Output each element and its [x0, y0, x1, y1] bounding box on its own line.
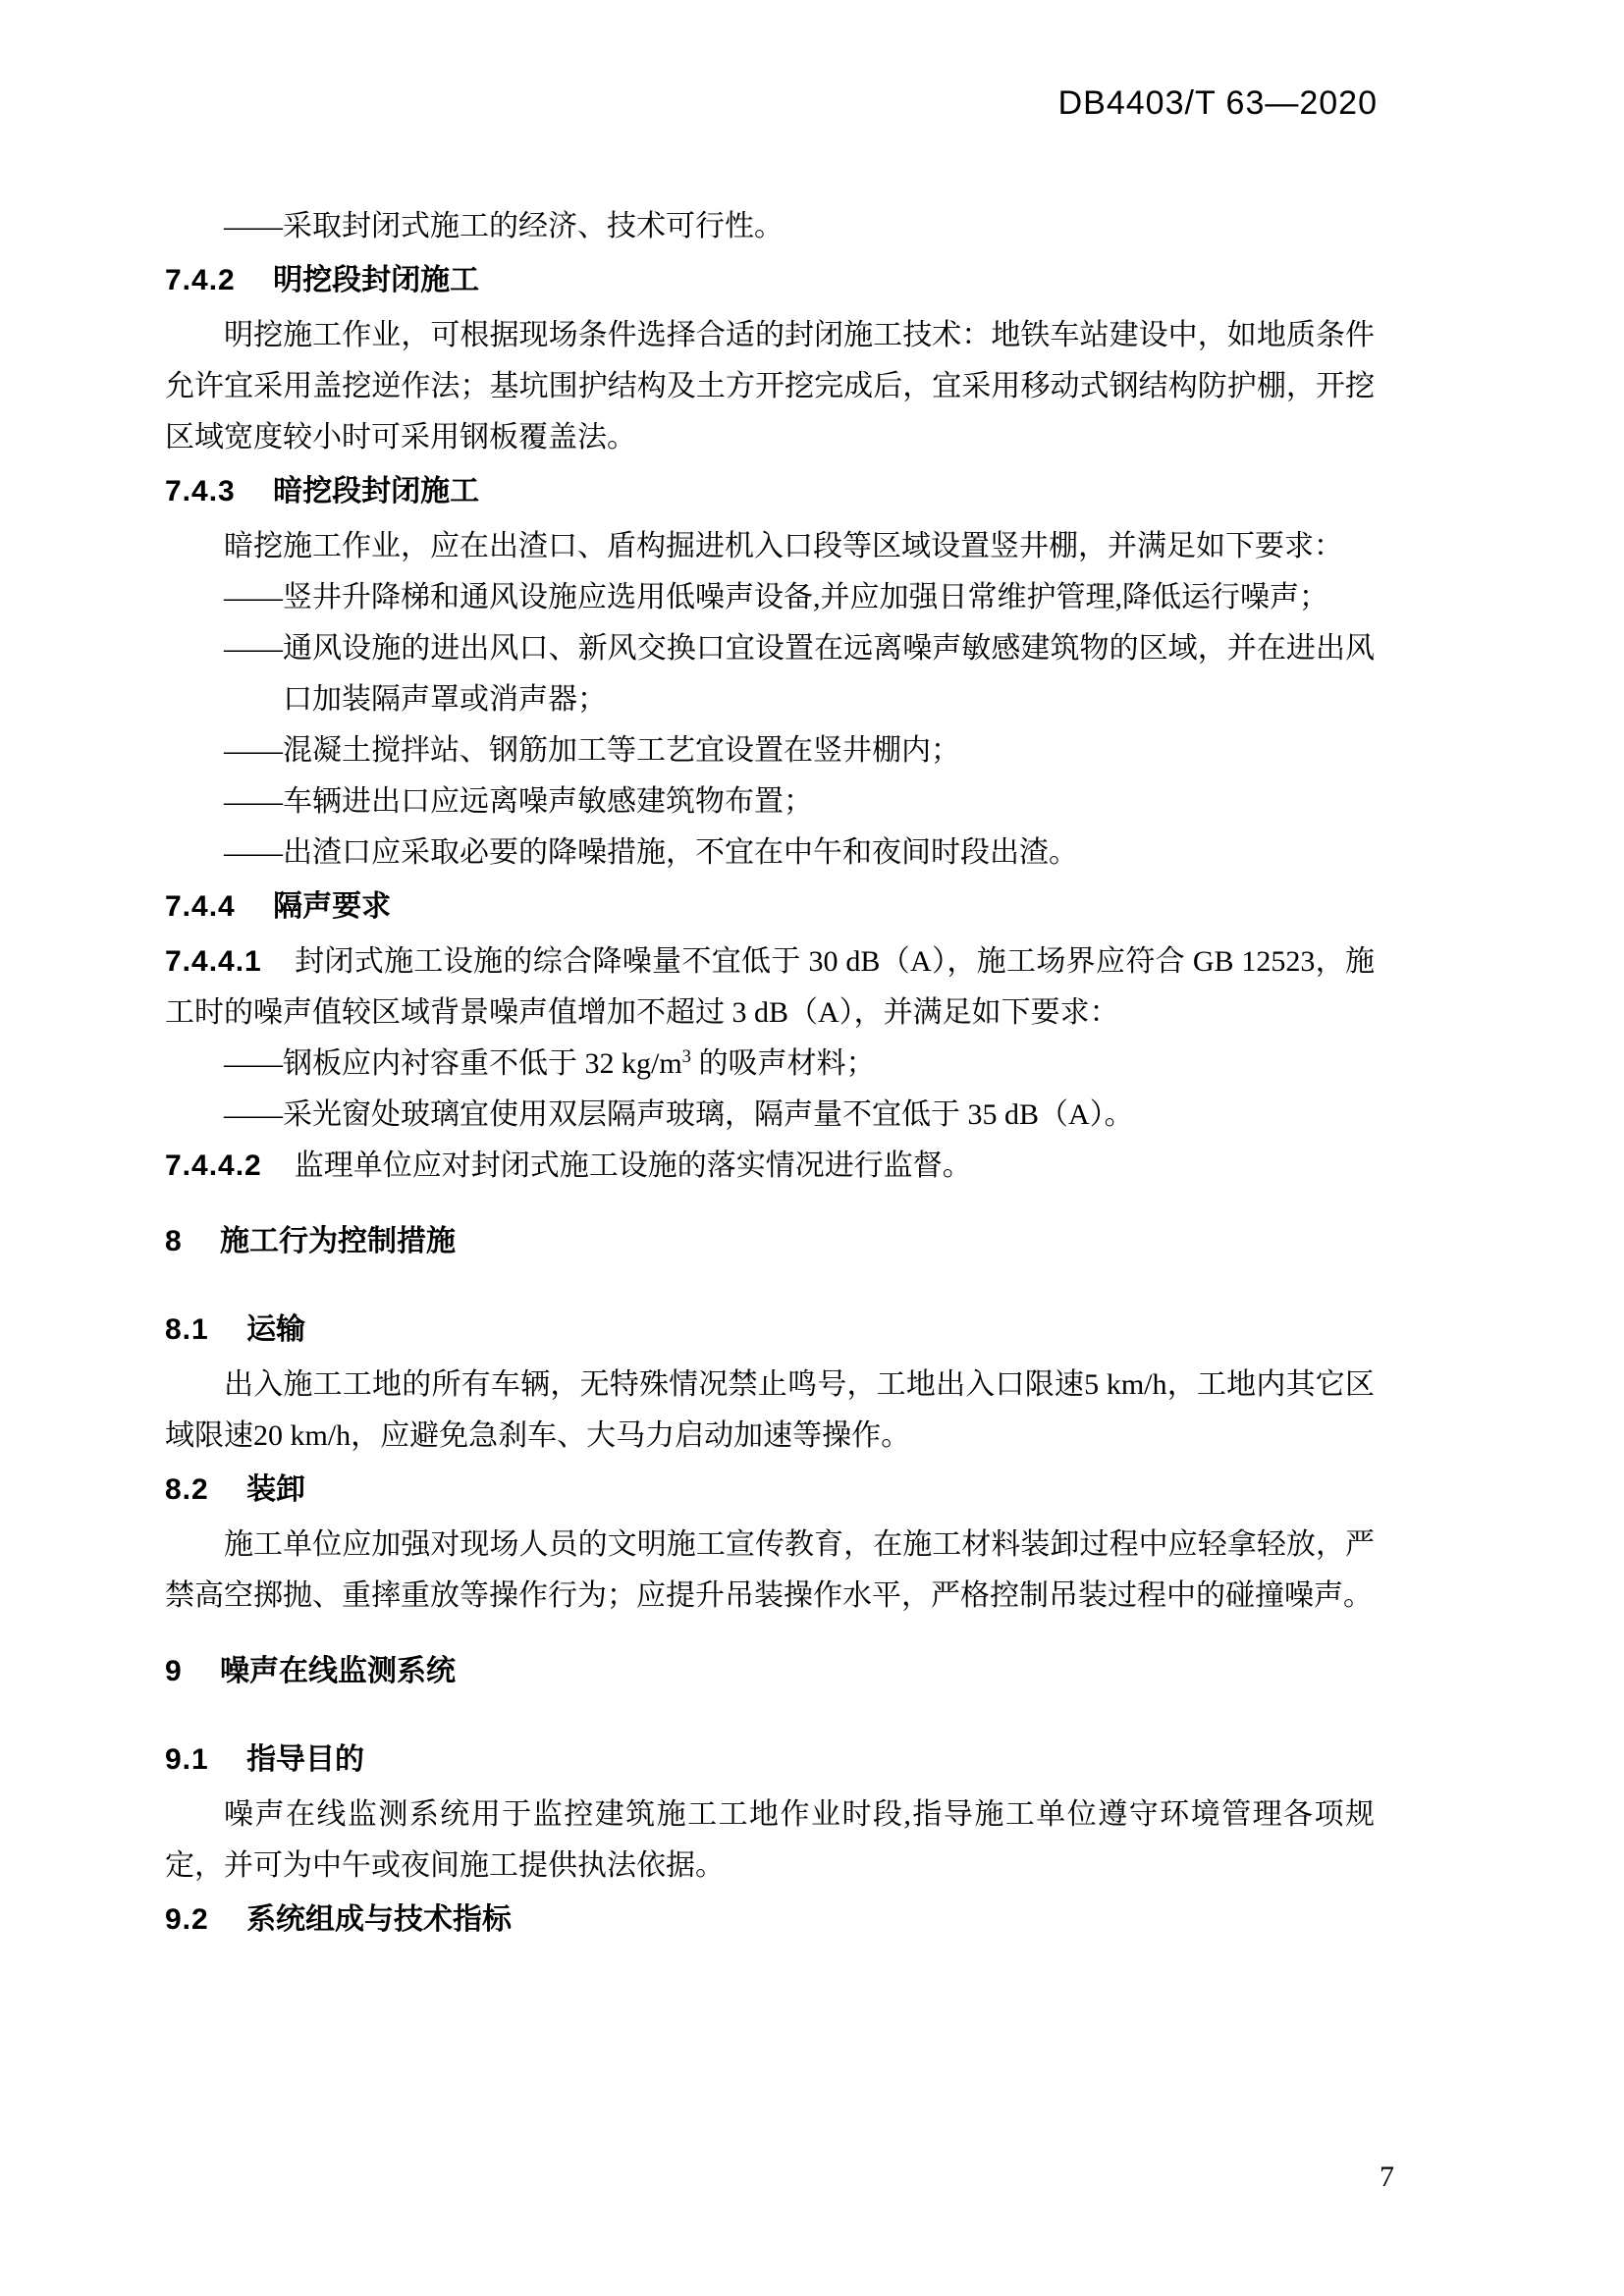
chapter-heading-8 — [165, 1222, 1375, 1261]
section-heading-9-1 — [165, 1740, 1375, 1780]
paragraph: 明挖施工作业，可根据现场条件选择合适的封闭施工技术：地铁车站建设中，如地质条件允许宜采用盖挖逆作法；基坑围护结构及土方开挖完成后，宜采用移动式钢结构防护棚，开挖区域宽度较小时可采用钢板覆盖法。 — [165, 319, 1375, 454]
paragraph: 暗挖施工作业，应在出渣口、盾构掘进机入口段等区域设置竖井棚，并满足如下要求： — [224, 530, 1343, 562]
dash-list-item: ——采光窗处玻璃宜使用双层隔声玻璃，隔声量不宜低于 35 dB（A）。 — [224, 1098, 1134, 1131]
section-title: 明挖段封闭施工 — [273, 264, 480, 296]
chapter-title: 施工行为控制措施 — [220, 1225, 457, 1257]
page-number: 7 — [1380, 2161, 1394, 2193]
standard-number-header: DB4403/T 63—2020 — [1057, 84, 1378, 122]
clause-number: 7.4.4.1 — [165, 945, 262, 978]
section-number: 7.4.2 — [165, 264, 236, 296]
section-number: 8.2 — [165, 1473, 209, 1506]
clause-text: 监理单位应对封闭式施工设施的落实情况进行监督。 — [294, 1149, 972, 1182]
section-title: 暗挖段封闭施工 — [273, 475, 480, 507]
clause-text: 封闭式施工设施的综合降噪量不宜低于 30 dB（A），施工场界应符合 GB 12523，施工时的噪声值较区域背景噪声值增加不超过 3 dB（A），并满足如下要求： — [165, 945, 1375, 1029]
paragraph: 出入施工工地的所有车辆，无特殊情况禁止鸣号，工地出入口限速5 km/h，工地内其它区域限速20 km/h，应避免急刹车、大马力启动加速等操作。 — [165, 1368, 1375, 1452]
clause-number: 7.4.4.2 — [165, 1149, 262, 1182]
dash-list-item: ——采取封闭式施工的经济、技术可行性。 — [224, 210, 784, 242]
chapter-title: 噪声在线监测系统 — [220, 1655, 457, 1687]
section-number: 7.4.4 — [165, 890, 236, 923]
dash-list-item: ——竖井升降梯和通风设施应选用低噪声设备,并应加强日常维护管理,降低运行噪声； — [224, 581, 1328, 614]
paragraph: 噪声在线监测系统用于监控建筑施工工地作业时段,指导施工单位遵守环境管理各项规定，并可为中午或夜间施工提供执法依据。 — [165, 1798, 1375, 1882]
section-heading-8-1 — [165, 1310, 1375, 1350]
section-heading-7-4-4 — [165, 887, 1375, 927]
section-number: 7.4.3 — [165, 475, 236, 507]
clause-7-4-4-2 — [165, 1141, 1375, 1192]
section-heading-7-4-3 — [165, 472, 1375, 511]
section-number: 9.1 — [165, 1743, 209, 1776]
section-title: 装卸 — [246, 1473, 306, 1506]
section-heading-8-2 — [165, 1470, 1375, 1510]
paragraph: 施工单位应加强对现场人员的文明施工宣传教育，在施工材料装卸过程中应轻拿轻放，严禁高空掷抛、重摔重放等操作行为；应提升吊装操作水平，严格控制吊装过程中的碰撞噪声。 — [165, 1528, 1375, 1612]
clause-7-4-4-1 — [165, 936, 1375, 1039]
dash-list-item: ——通风设施的进出风口、新风交换口宜设置在远离噪声敏感建筑物的区域，并在进出风口加装隔声罩或消声器； — [224, 632, 1375, 716]
chapter-number: 8 — [165, 1225, 183, 1257]
section-title: 隔声要求 — [273, 890, 392, 923]
dash-list-item: ——车辆进出口应远离噪声敏感建筑物布置； — [224, 785, 813, 818]
dash-list-item: ——出渣口应采取必要的降噪措施，不宜在中午和夜间时段出渣。 — [224, 836, 1078, 869]
section-heading-7-4-2 — [165, 261, 1375, 300]
item-text-pre: ——钢板应内衬容重不低于 32 kg/m — [224, 1047, 682, 1080]
section-title: 系统组成与技术指标 — [246, 1903, 513, 1936]
superscript-exponent: 3 — [681, 1046, 691, 1067]
section-title: 运输 — [246, 1313, 306, 1346]
document-body — [165, 0, 1375, 1949]
section-number: 8.1 — [165, 1313, 209, 1346]
section-heading-9-2 — [165, 1900, 1375, 1940]
section-title: 指导目的 — [246, 1743, 365, 1776]
dash-list-item — [165, 1039, 1375, 1090]
chapter-heading-9 — [165, 1652, 1375, 1691]
chapter-number: 9 — [165, 1655, 183, 1687]
item-text-post: 的吸声材料； — [690, 1047, 876, 1080]
section-number: 9.2 — [165, 1903, 209, 1936]
dash-list-item: ——混凝土搅拌站、钢筋加工等工艺宜设置在竖井棚内； — [224, 734, 960, 767]
